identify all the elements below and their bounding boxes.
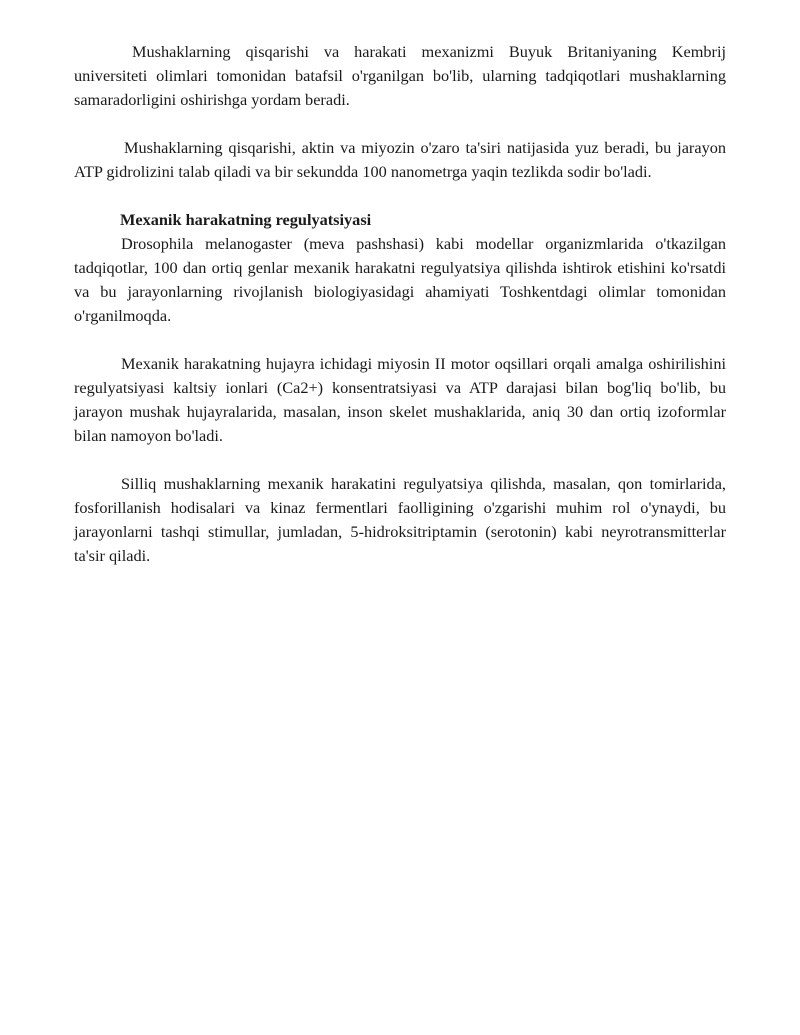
paragraph-muscle-mechanism: Mushaklarning qisqarishi va harakati mexanizmi Buyuk Britaniyaning Kembrij universiteti olimlari tomonidan batafsil o'rganilgan bo'lib, ularning tadqiqotlari mushaklarning samaradorligini oshirishga yordam beradi.: [74, 42, 726, 109]
paragraph-myosin-regulation: Mexanik harakatning hujayra ichidagi miyosin II motor oqsillari orqali amalga oshirilishini regulyatsiyasi kaltsiy ionlari (Ca2+) konsentratsiyasi va ATP darajasi bilan bog'liq bo'lib, bu jarayon mushak hujayralarida, masalan, inson skelet mushaklarida, aniq 30 dan ortiq izoformlar bilan namoyon bo'ladi.: [74, 354, 726, 445]
section-heading: Mexanik harakatning regulyatsiyasi: [120, 210, 372, 229]
paragraph-drosophila: Drosophila melanogaster (meva pashshasi) kabi modellar organizmlarida o'tkazilgan tadqiqotlar, 100 dan ortiq genlar mexanik harakatni regulyatsiya qilishda ishtirok etishini ko'rsatdi va bu jarayonlarning rivojlanish biologiyasidagi ahamiyati Toshkentdagi olimlar tomonidan o'rganilmoqda.: [74, 234, 726, 325]
document-page: [74, 40, 726, 592]
paragraph-actin-myosin: Mushaklarning qisqarishi, aktin va miyozin o'zaro ta'siri natijasida yuz beradi, bu jarayon ATP gidrolizini talab qiladi va bir sekundda 100 nanometrga yaqin tezlikda sodir bo'ladi.: [74, 138, 726, 181]
paragraph-smooth-muscle: Silliq mushaklarning mexanik harakatini regulyatsiya qilishda, masalan, qon tomirlarida, fosforillanish hodisalari va kinaz fermentlari faolligining o'zgarishi muhim rol o'ynaydi, bu jarayonlarni tashqi stimullar, jumladan, 5-hidroksitriptamin (serotonin) kabi neyrotransmitterlar ta'sir qiladi.: [74, 474, 726, 565]
